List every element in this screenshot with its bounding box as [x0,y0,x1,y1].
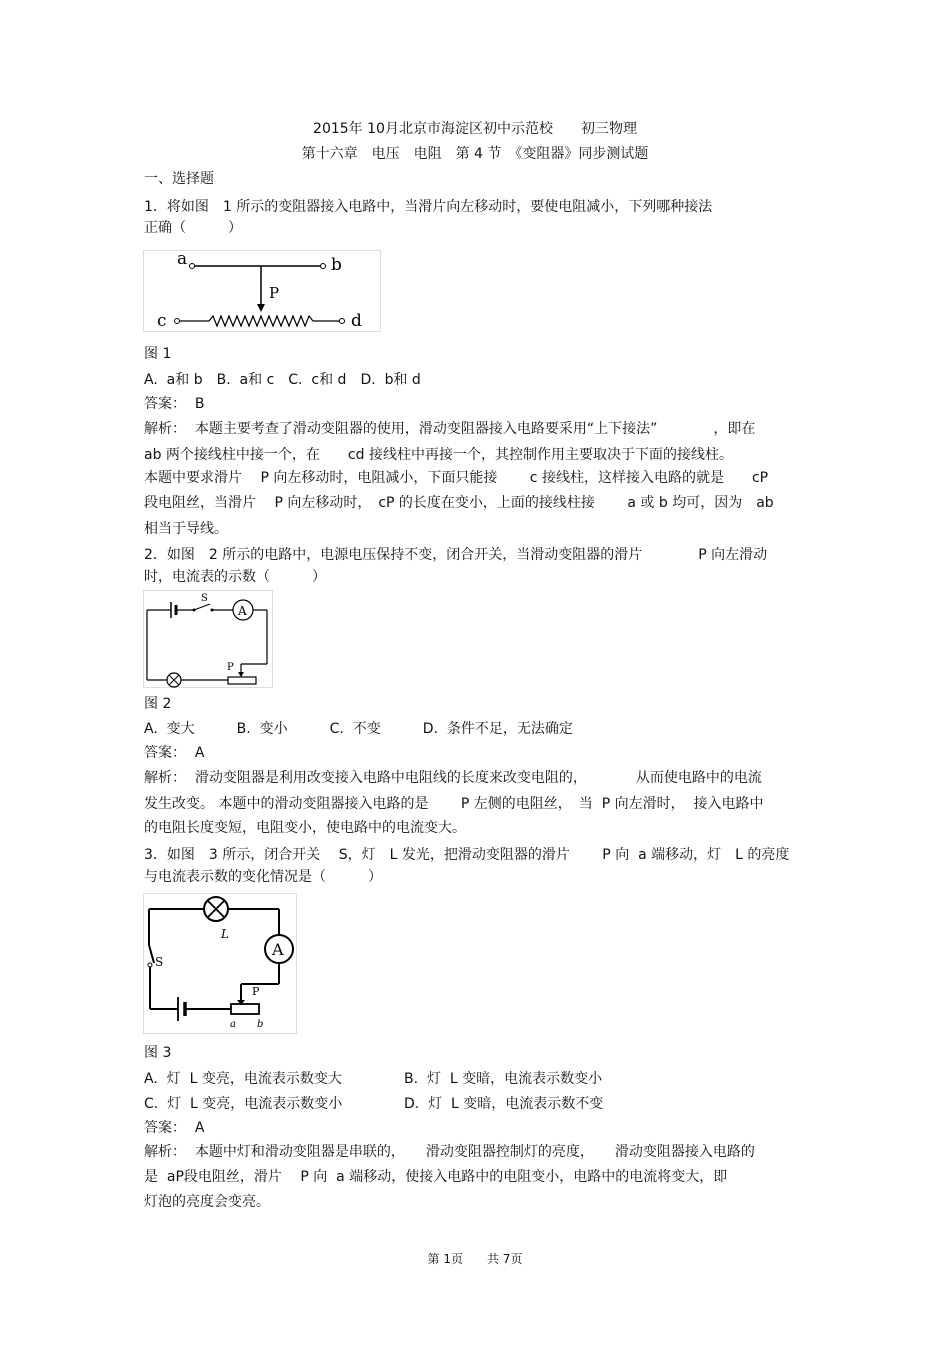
q2-stem-line1: 2．如图 2 所示的电路中，电源电压保持不变，闭合开关，当滑动变阻器的滑片 P 向左滑动 [144,547,768,563]
fig2-label-s: S [201,593,208,604]
q2-analysis-line: 解析： 滑动变阻器是利用改变接入电路中电阻线的长度来改变电阻的， 从而使电路中的电流 [144,770,762,786]
fig3-label-a: A [272,940,284,959]
fig3-label-terminal-b: b [257,1019,264,1030]
q2-answer: 答案： A [144,745,205,761]
q1-analysis-line: 解析： 本题主要考查了滑动变阻器的使用，滑动变阻器接入电路要采用“上下接法” ，即在 [144,421,756,437]
q1-answer: 答案： B [144,396,205,412]
page-footer: 第 1页 共 7页 [427,1252,523,1266]
q2-analysis-line: 发生改变。 本题中的滑动变阻器接入电路的是 P 左侧的电阻丝， 当 P 向左滑时， 接入电路中 [144,796,764,812]
q3-option-a: A. 灯 L 变亮，电流表示数变大 [144,1071,342,1087]
q2-stem-line2: 时，电流表的示数（ ） [144,569,326,585]
fig1-label-a: a [177,250,188,269]
fig3-label-p: P [252,985,260,998]
q3-option-b: B. 灯 L 变暗，电流表示数变小 [404,1071,603,1087]
q1-analysis-line: 段电阻丝，当滑片 P 向左移动时， cP 的长度在变小，上面的接线柱接 a 或 b 均可，因为 ab [144,495,774,511]
fig2-label-p: P [227,662,234,673]
q3-figure-caption: 图 3 [144,1045,172,1061]
section-heading: 一、选择题 [144,171,214,187]
fig3-label-terminal-a: a [230,1019,236,1030]
fig2-label-a: A [238,604,247,618]
q3-stem-line2: 与电流表示数的变化情况是（ ） [144,869,382,885]
q1-figure-caption: 图 1 [144,346,172,362]
q3-analysis-line: 是 aP段电阻丝，滑片 P 向 a 端移动，使接入电路中的电阻变小，电路中的电流将变大，即 [144,1169,728,1185]
q3-option-c: C. 灯 L 变亮，电流表示数变小 [144,1096,343,1112]
q3-stem-line1: 3．如图 3 所示，闭合开关 S，灯 L 发光，把滑动变阻器的滑片 P 向 a 端移动，灯 L 的亮度 [144,847,790,863]
fig1-label-d: d [351,311,362,331]
q3-answer: 答案： A [144,1120,205,1136]
q1-analysis-line: 本题中要求滑片 P 向左移动时，电阻减小，下面只能接 c 接线柱，这样接入电路的就是 cP [144,470,769,486]
q3-option-d: D. 灯 L 变暗，电流表示数不变 [404,1096,604,1112]
q1-stem-line1: 1．将如图 1 所示的变阻器接入电路中，当滑片向左移动时，要使电阻减小，下列哪种接法 [144,199,713,215]
q3-analysis-line: 灯泡的亮度会变亮。 [144,1194,270,1210]
q2-analysis-line: 的电阻长度变短，电阻变小，使电路中的电流变大。 [144,820,466,836]
q3-analysis-line: 解析： 本题中灯和滑动变阻器是串联的， 滑动变阻器控制灯的亮度， 滑动变阻器接入电路的 [144,1144,755,1160]
fig3-label-l: L [221,927,229,941]
figure-1-rheostat [143,250,381,332]
q1-analysis-line: ab 两个接线柱中接一个，在 cd 接线柱中再接一个，其控制作用主要取决于下面的接线柱。 [144,447,733,463]
doc-subtitle: 第十六章 电压 电阻 第 4 节 《变阻器》同步测试题 [301,146,649,162]
figure-2-circuit [143,590,273,688]
fig1-label-b: b [331,255,342,275]
q1-options: A. a和 b B. a和 c C. c和 d D. b和 d [144,372,421,388]
figure-3-circuit [143,893,297,1034]
q2-options: A. 变大 B. 变小 C. 不变 D. 条件不足，无法确定 [144,721,573,737]
q2-figure-caption: 图 2 [144,696,172,712]
q1-analysis-line: 相当于导线。 [144,521,228,537]
fig3-label-s: S [155,955,164,969]
fig1-label-p: P [269,284,280,302]
doc-title: 2015年 10月北京市海淀区初中示范校 初三物理 [313,121,637,137]
q1-stem-line2: 正确（ ） [144,220,242,236]
fig1-label-c: c [157,311,167,331]
